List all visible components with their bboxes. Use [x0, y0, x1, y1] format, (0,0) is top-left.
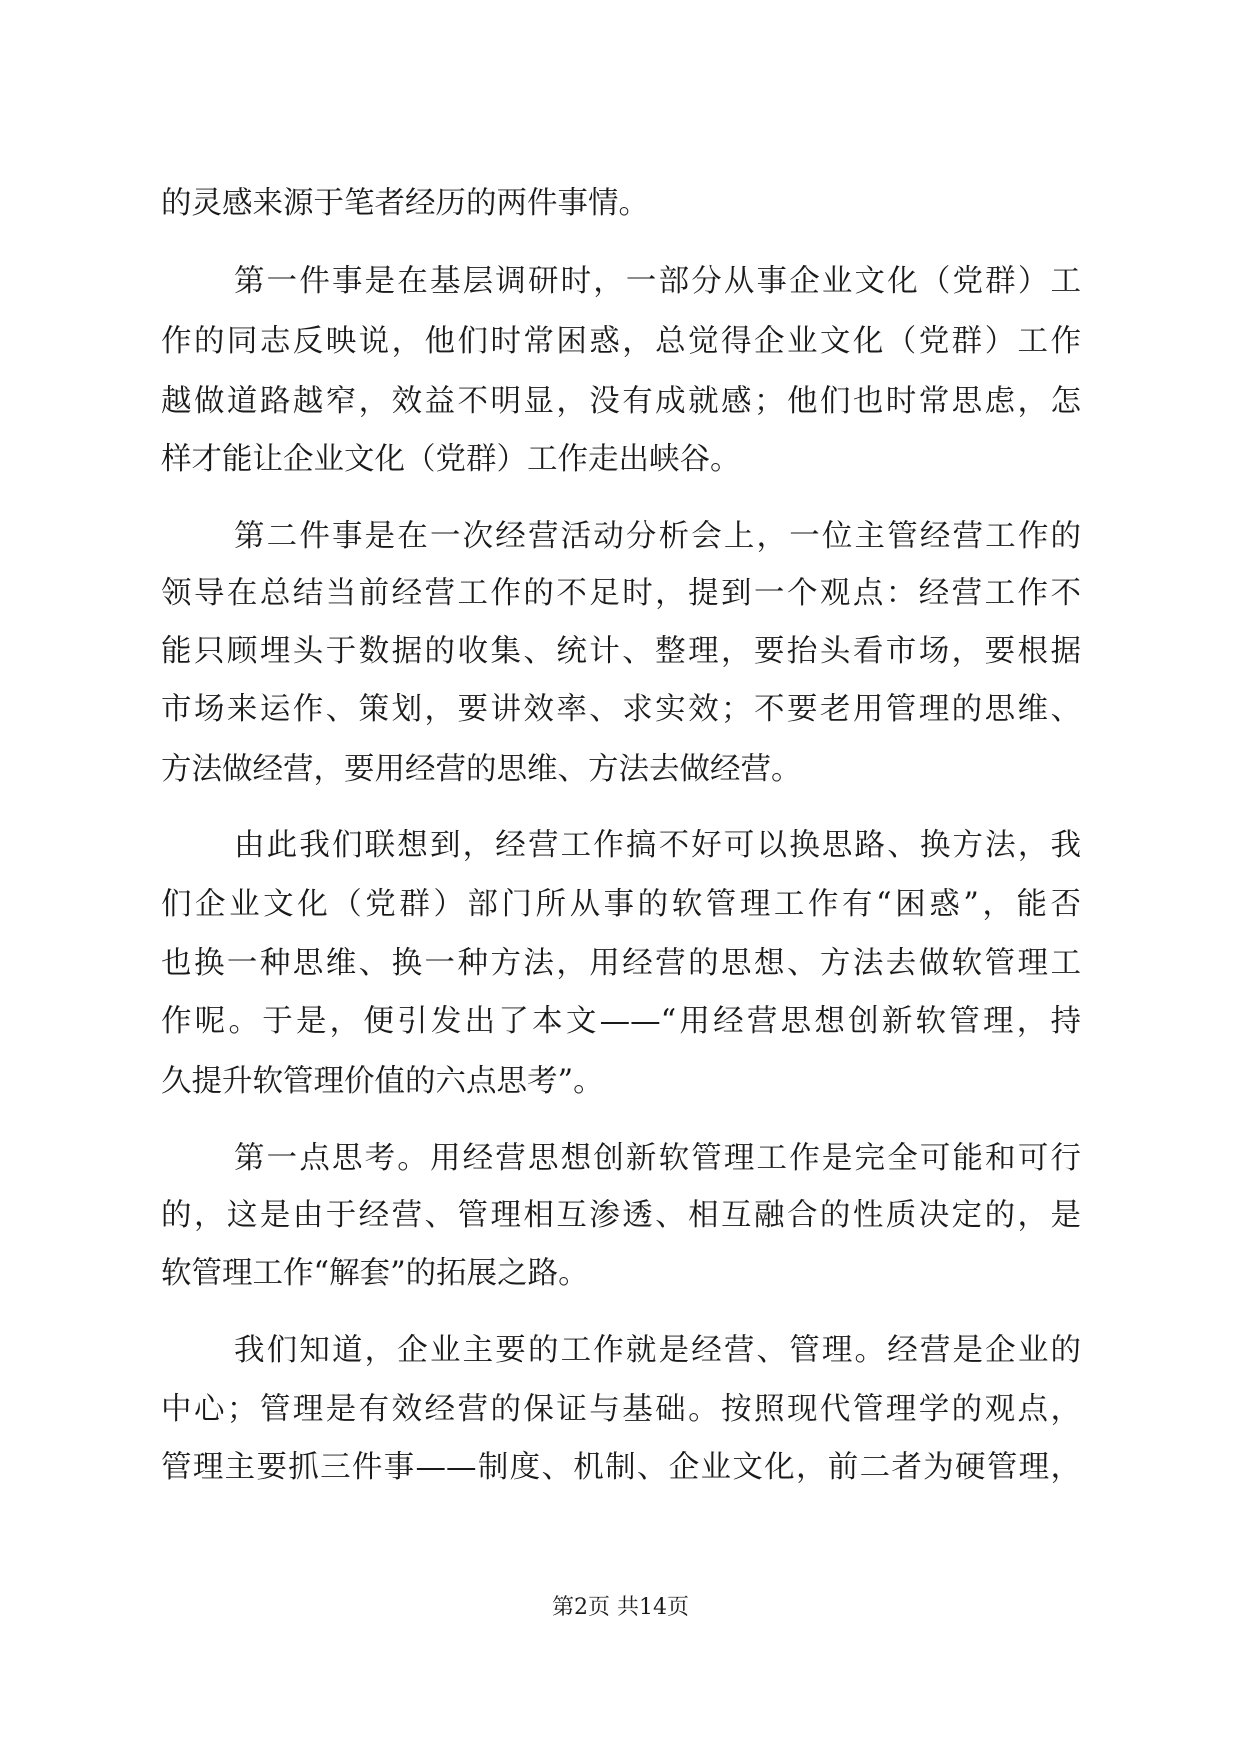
text-line: 管理主要抓三件事——制度、机制、企业文化，前二者为硬管理， [161, 1450, 1081, 1485]
text-line: 我们知道，企业主要的工作就是经营、管理。经营是企业的 [234, 1333, 1081, 1368]
page-number-footer: 第2页 共14页 [552, 1595, 689, 1620]
text-line: 方法做经营，要用经营的思维、方法去做经营。 [161, 752, 802, 787]
text-line: 作的同志反映说，他们时常困惑，总觉得企业文化（党群）工作 [161, 324, 1081, 359]
text-line: 们企业文化（党群）部门所从事的软管理工作有“困惑”，能否 [161, 887, 1081, 922]
text-line: 能只顾埋头于数据的收集、统计、整理，要抬头看市场，要根据 [161, 634, 1081, 669]
text-line: 由此我们联想到，经营工作搞不好可以换思路、换方法，我 [234, 828, 1081, 863]
text-line: 越做道路越窄，效益不明显，没有成就感；他们也时常思虑，怎 [161, 384, 1081, 419]
text-line: 的灵感来源于笔者经历的两件事情。 [161, 186, 649, 221]
text-line: 作呢。于是，便引发出了本文——“用经营思想创新软管理，持 [161, 1004, 1081, 1039]
text-line: 久提升软管理价值的六点思考”。 [161, 1064, 604, 1099]
text-line: 领导在总结当前经营工作的不足时，提到一个观点：经营工作不 [161, 576, 1081, 611]
text-line: 第二件事是在一次经营活动分析会上，一位主管经营工作的 [234, 519, 1081, 554]
text-line: 市场来运作、策划，要讲效率、求实效；不要老用管理的思维、 [161, 692, 1081, 727]
text-line: 的，这是由于经营、管理相互渗透、相互融合的性质决定的，是 [161, 1198, 1081, 1233]
text-line: 第一件事是在基层调研时，一部分从事企业文化（党群）工 [234, 264, 1081, 299]
text-line: 软管理工作“解套”的拓展之路。 [161, 1256, 589, 1291]
text-line: 也换一种思维、换一种方法，用经营的思想、方法去做软管理工 [161, 946, 1081, 981]
text-line: 第一点思考。用经营思想创新软管理工作是完全可能和可行 [234, 1141, 1081, 1176]
text-line: 中心；管理是有效经营的保证与基础。按照现代管理学的观点， [161, 1392, 1081, 1427]
text-line: 样才能让企业文化（党群）工作走出峡谷。 [161, 442, 741, 477]
